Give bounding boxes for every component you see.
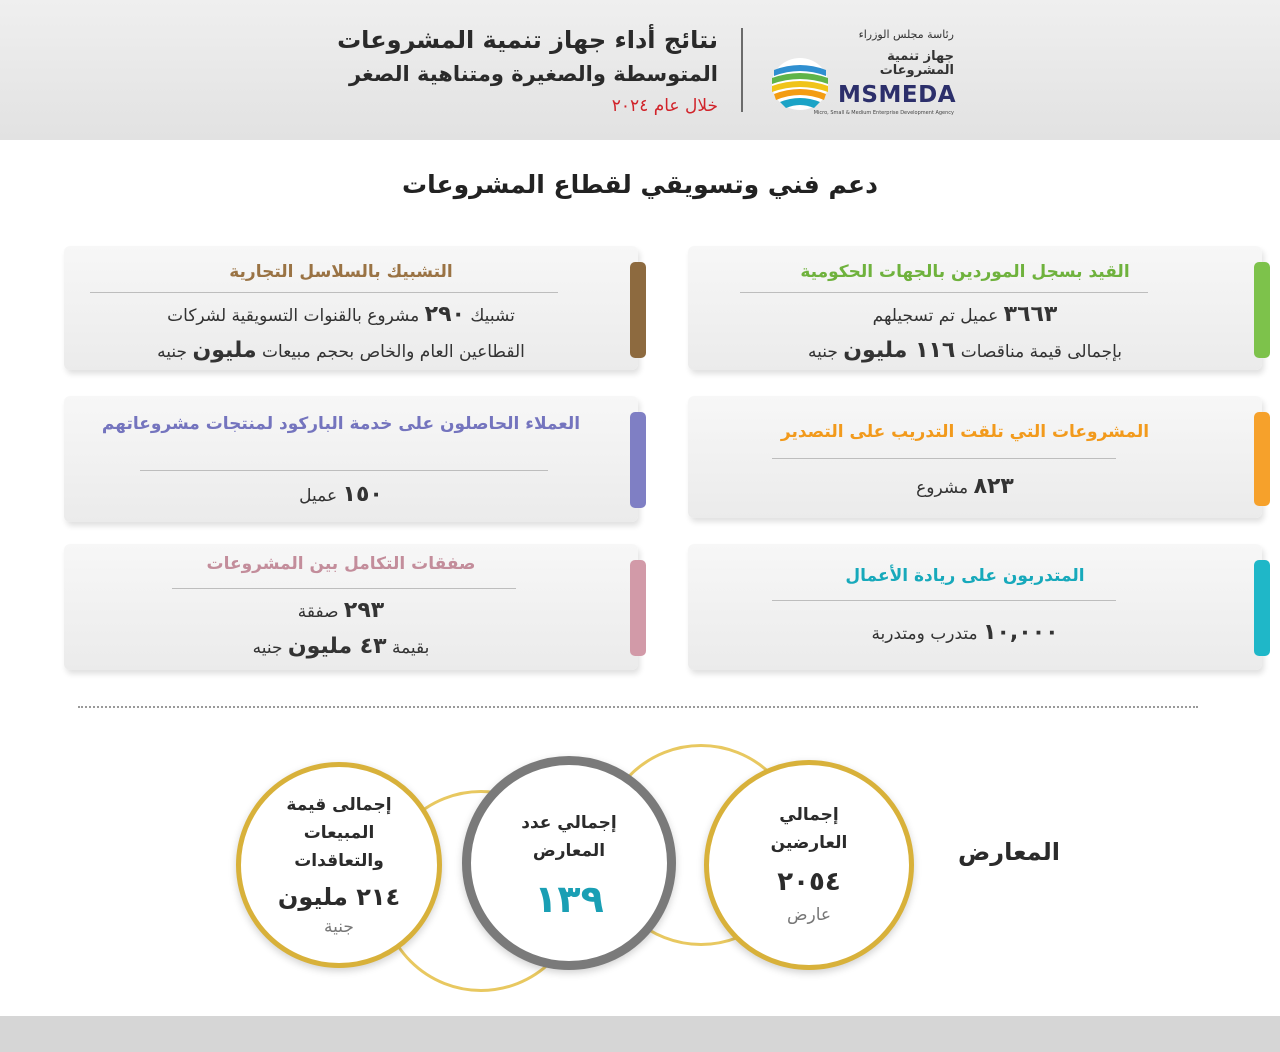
logo-english-name: MSMEDA (838, 82, 956, 108)
card-line2 (84, 634, 598, 659)
globe-logo-icon (770, 56, 830, 112)
card-number: ٢٩٠ (424, 302, 465, 327)
count-value: ١٣٩ (534, 877, 604, 921)
card-text: مشروع (916, 478, 969, 498)
sales-label: إجمالى قيمة المبيعات والتعاقدات (286, 795, 392, 871)
card-number: ٢٩٣ (343, 598, 385, 623)
card-number: ١٠,٠٠٠ (983, 620, 1059, 645)
card-line2 (708, 338, 1222, 363)
card-divider (90, 292, 558, 293)
card-text: جنيه (157, 342, 188, 362)
card-text: جنيه (807, 342, 838, 362)
logo-gov-text: رئاسة مجلس الوزراء (858, 28, 954, 41)
card-number: ٤٣ مليون (287, 634, 387, 659)
sales-unit: جنية (324, 917, 354, 937)
card-text: جنيه (252, 638, 283, 658)
card-text: بقيمة (391, 638, 430, 658)
card-integration-deals (64, 544, 638, 670)
exhibitions-count-circle (462, 756, 676, 970)
card-number: ١١٦ مليون (843, 338, 956, 363)
exhibitors-label: إجمالي العارضين (770, 805, 848, 853)
card-divider (772, 600, 1116, 601)
card-line1 (708, 474, 1222, 499)
card-divider (772, 458, 1116, 459)
card-line1 (708, 302, 1222, 327)
header-banner (0, 0, 1280, 140)
card-retail-chains (64, 246, 638, 370)
card-line1 (84, 598, 598, 623)
header-year-line: خلال عام ٢٠٢٤ (611, 96, 718, 116)
header-divider (741, 28, 743, 112)
card-title: المتدربون على ريادة الأعمال (845, 566, 1085, 586)
footer-bar (0, 1016, 1280, 1052)
section-title: دعم فني وتسويقي لقطاع المشروعات (402, 170, 878, 199)
card-number: ١٥٠ (342, 482, 383, 507)
card-text: بإجمالى قيمة مناقصات (960, 342, 1123, 362)
card-number: ٨٢٣ (973, 474, 1014, 499)
card-title: صفقات التكامل بين المشروعات (206, 554, 476, 574)
card-line1 (84, 302, 598, 327)
card-accent-stripe (630, 412, 646, 508)
exhibitors-unit: عارض (786, 905, 832, 925)
card-text: عميل تم تسجيلهم (872, 306, 999, 326)
card-number: ٣٦٦٣ (1003, 302, 1058, 327)
card-title: المشروعات التي تلقت التدريب على التصدير (780, 422, 1150, 442)
card-text: متدرب ومتدربة (871, 624, 978, 644)
card-title: التشبيك بالسلاسل التجارية (229, 262, 453, 282)
card-accent-stripe (630, 560, 646, 656)
card-line1 (84, 482, 598, 507)
sales-value: ٢١٤ مليون (277, 883, 401, 911)
card-divider (740, 292, 1148, 293)
card-export-training (688, 396, 1262, 518)
count-label: إجمالي عدد المعارض (521, 813, 617, 861)
card-divider (172, 588, 516, 589)
header-title-line2: المتوسطة والصغيرة ومتناهية الصغر (348, 62, 718, 86)
card-text: القطاعين العام والخاص بحجم مبيعات (262, 342, 525, 362)
card-line2 (84, 338, 598, 363)
card-number: مليون (192, 338, 257, 363)
card-text: عميل (299, 486, 338, 506)
exhibitions-title: المعارض (958, 838, 1060, 866)
card-entrepreneurship-trainees (688, 544, 1262, 670)
card-accent-stripe (630, 262, 646, 358)
card-text: مشروع بالقنوات التسويقية لشركات (167, 306, 420, 326)
section-separator (78, 706, 1198, 708)
card-accent-stripe (1254, 412, 1270, 506)
header-title-line1: نتائج أداء جهاز تنمية المشروعات (337, 26, 718, 54)
exhibitors-circle (704, 760, 914, 970)
card-line1 (708, 620, 1222, 645)
card-title: القيد بسجل الموردين بالجهات الحكومية (800, 262, 1130, 282)
logo-arabic-name: جهاز تنمية المشروعات (879, 49, 954, 78)
card-supplier-registry (688, 246, 1262, 370)
card-accent-stripe (1254, 262, 1270, 358)
card-barcode-clients (64, 396, 638, 522)
card-text: صفقة (297, 602, 339, 622)
exhibitors-value: ٢٠٥٤ (777, 867, 841, 897)
msmeda-logo (764, 24, 964, 120)
card-divider (140, 470, 548, 471)
sales-circle (236, 762, 442, 968)
card-accent-stripe (1254, 560, 1270, 656)
logo-tagline: Micro, Small & Medium Enterprise Development Agency (813, 110, 954, 116)
card-title: العملاء الحاصلون على خدمة الباركود لمنتجات مشروعاتهم (101, 414, 581, 434)
card-text: تشبيك (470, 306, 515, 326)
